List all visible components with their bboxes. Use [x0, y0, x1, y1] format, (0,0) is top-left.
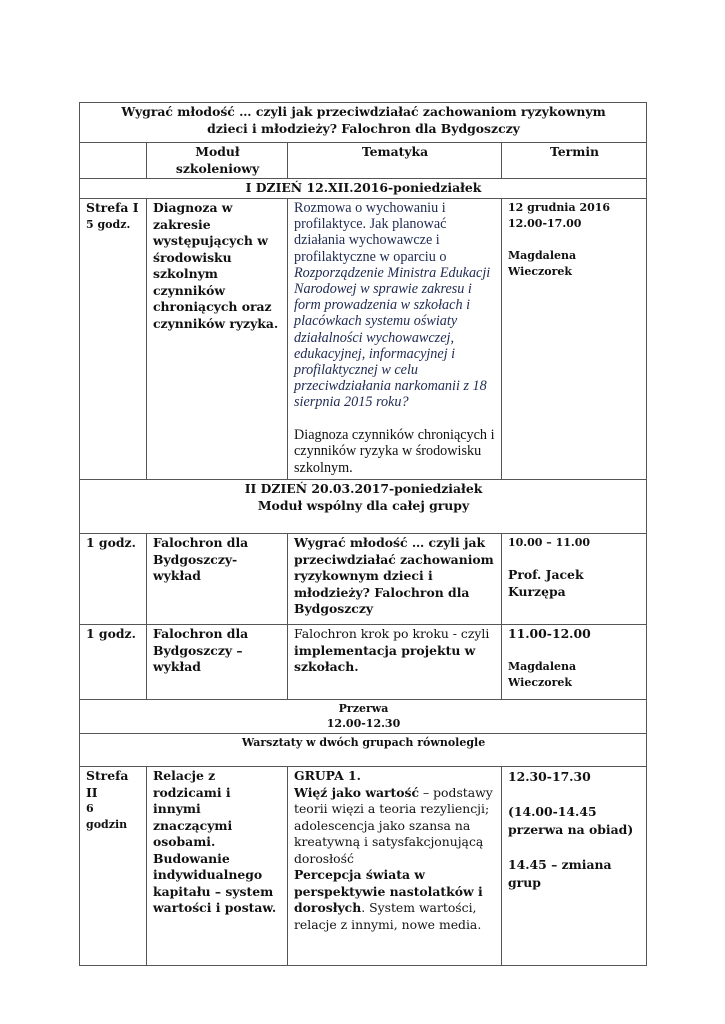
zone1-topic-intro: Rozmowa o wychowaniu i profilaktyce. Jak planować działania wychowawcze i profilaktyczne w oparciu o	[294, 200, 447, 265]
zone2-topic1	[294, 785, 493, 866]
zone2-term-cell	[502, 767, 647, 966]
zone2-topic2-bold: Percepcja świata w perspektywie nastolatków i dorosłych	[294, 867, 483, 915]
title-row	[80, 103, 647, 143]
day2-row-1	[80, 534, 647, 625]
break-row	[80, 700, 647, 734]
day1-header: I DZIEŃ 12.XII.2016-poniedziałek	[80, 179, 647, 199]
spacer	[508, 643, 641, 659]
row1-term-cell	[502, 534, 647, 625]
row2-topic-plain: Falochron krok po kroku - czyli	[294, 626, 490, 641]
zone2-topic2	[294, 867, 496, 933]
zone1-term-time: 12.00-17.00	[508, 217, 582, 230]
zone2-cell	[80, 767, 147, 966]
day1-header-row	[80, 179, 647, 199]
row1-hours: 1 godz.	[80, 534, 147, 625]
column-header-row	[80, 143, 647, 179]
zone2-topic2-rest: . System wartości, relacje z innymi, nowe media.	[294, 900, 482, 932]
zone2-topic1-bold: Więź jako wartość	[294, 784, 420, 800]
row2-topic-bold: implementacja projektu w szkołach.	[294, 642, 476, 674]
zone1-topic-text	[294, 200, 496, 411]
zone2-topic1-rest: – podstawy teorii więzi a teoria rezyliencji; adolescencja jako szansa na kreatywną i satysfakcjonującą dorosłość	[294, 784, 493, 866]
row2-module: Falochron dla Bydgoszczy – wykład	[147, 625, 288, 700]
zone1-term-person: Magdalena Wieczorek	[508, 249, 577, 278]
break-label: Przerwa	[338, 702, 389, 715]
row2-term-person: Magdalena Wieczorek	[508, 659, 577, 689]
day1-zone1-row	[80, 199, 647, 480]
zone2-module: Relacje z rodzicami i innymi znaczącymi osobami. Budowanie indywidualnego kapitału – system wartości i postaw.	[147, 767, 288, 966]
day2-header-line-1: II DZIEŃ 20.03.2017-poniedziałek	[244, 481, 483, 496]
schedule-table	[79, 102, 647, 966]
zone1-module: Diagnoza w zakresie występujących w środowisku szkolnym czynników chroniących oraz czynników ryzyka.	[147, 199, 288, 480]
workshops-row	[80, 734, 647, 767]
zone1-topic-cell	[288, 199, 502, 480]
day2-header	[80, 480, 647, 534]
break-time: 12.00-12.30	[326, 717, 401, 730]
zone2-group-label: GRUPA 1.	[294, 768, 361, 783]
day2-row-2	[80, 625, 647, 700]
spacer	[508, 232, 641, 248]
day2-header-row	[80, 480, 647, 534]
zone1-term-date: 12 grudnia 2016	[508, 201, 611, 214]
zone2-term-switch: 14.45 – zmiana grup	[508, 857, 612, 890]
row1-topic: Wygrać młodość … czyli jak przeciwdziałać zachowaniom ryzykownym dzieci i młodzieży? Falochron dla Bydgoszczy	[288, 534, 502, 625]
zone2-row	[80, 767, 647, 966]
zone2-hours-unit: godzin	[86, 818, 128, 831]
column-header-topic: Tematyka	[288, 143, 502, 179]
row2-term-time: 11.00-12.00	[508, 626, 591, 641]
row2-hours: 1 godz.	[80, 625, 147, 700]
column-header-module: Moduł szkoleniowy	[147, 143, 288, 179]
column-header-term: Termin	[502, 143, 647, 179]
document-title	[80, 103, 647, 143]
break-cell	[80, 700, 647, 734]
zone2-label: Strefa II	[86, 768, 129, 800]
zone2-term-time: 12.30-17.30	[508, 769, 591, 784]
row2-topic-cell	[288, 625, 502, 700]
zone1-term-cell	[502, 199, 647, 480]
title-line-1: Wygrać młodość … czyli jak przeciwdziałać zachowaniom ryzykownym	[121, 104, 606, 119]
zone1-hours: 5 godz.	[86, 217, 131, 231]
row1-module: Falochron dla Bydgoszczy-wykład	[147, 534, 288, 625]
zone2-term-lunch: (14.00-14.45 przerwa na obiad)	[508, 804, 634, 837]
workshops-label: Warsztaty w dwóch grupach równolegle	[80, 734, 647, 767]
row2-term-cell	[502, 625, 647, 700]
zone1-topic-diagnosis: Diagnoza czynników chroniących i czynników ryzyka w środowisku szkolnym.	[294, 426, 495, 477]
zone1-label: Strefa I	[86, 200, 139, 215]
spacer	[508, 551, 641, 567]
zone2-topic-cell	[288, 767, 502, 966]
zone2-hours-num: 6	[86, 802, 94, 815]
day2-header-line-2: Moduł wspólny dla całej grupy	[257, 497, 470, 513]
row1-term-person: Prof. Jacek Kurzępa	[508, 567, 584, 599]
row1-term-time: 10.00 – 11.00	[508, 536, 591, 549]
zone1-topic-regulation: Rozporządzenie Ministra Edukacji Narodowej w sprawie zakresu i form prowadzenia w szkołach i placówkach systemu oświaty działalności wychowawczej, edukacyjnej, informacyjnej i profilaktycznej w celu przeciwdziałania narkomanii z 18 sierpnia 2015 roku?	[294, 264, 491, 411]
zone1-cell	[80, 199, 147, 480]
title-line-2: dzieci i młodzieży? Falochron dla Bydgoszczy	[207, 120, 520, 136]
column-header-zone	[80, 143, 147, 179]
